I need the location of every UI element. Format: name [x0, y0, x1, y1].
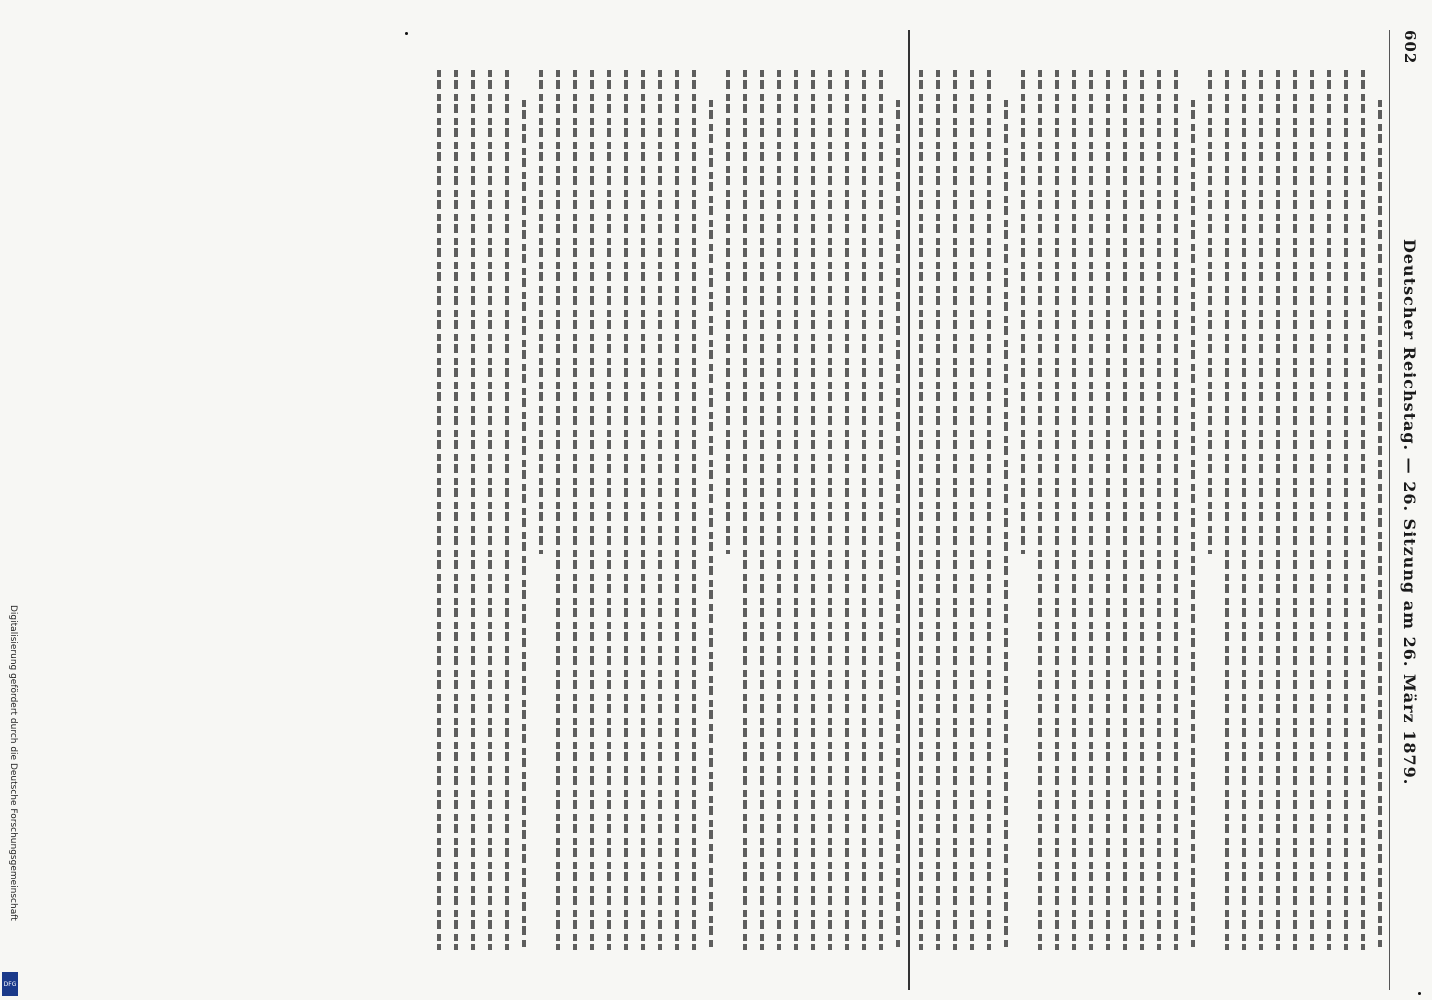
text-line: [1106, 70, 1110, 950]
text-line: [1157, 70, 1161, 950]
text-line: [505, 70, 509, 950]
text-line: [675, 70, 679, 950]
digitization-note: [4, 605, 22, 995]
page-number: 602: [1401, 30, 1419, 65]
dfg-logo: [2, 972, 18, 996]
text-line: [1089, 70, 1093, 950]
text-line: [811, 70, 815, 950]
text-line: [828, 70, 832, 950]
text-line: [845, 70, 849, 950]
text-line: [953, 70, 957, 950]
text-column-right: [430, 70, 900, 950]
text-line: [1072, 70, 1076, 950]
text-line: [488, 70, 492, 950]
text-line: [1191, 100, 1195, 950]
column-divider: [908, 30, 910, 990]
text-line: [919, 70, 923, 950]
text-line: [1225, 70, 1229, 950]
text-line: [1140, 70, 1144, 950]
text-line: [1259, 70, 1263, 950]
running-title: Deutscher Reichstag. — 26. Sitzung am 26. März 1879.: [1400, 239, 1420, 786]
text-line: [726, 70, 730, 554]
text-line: [987, 70, 991, 950]
text-line: [709, 100, 713, 950]
text-line: [743, 70, 747, 950]
text-line: [1378, 100, 1382, 950]
text-line: [1208, 70, 1212, 554]
text-line: [471, 70, 475, 950]
text-line: [794, 70, 798, 950]
text-column-left: [917, 70, 1382, 950]
text-line: [1361, 70, 1365, 950]
text-line: [624, 70, 628, 950]
rotated-page: [100, 30, 1430, 990]
text-line: [641, 70, 645, 950]
text-line: [1310, 70, 1314, 950]
text-line: [879, 70, 883, 950]
text-line: [454, 70, 458, 950]
text-line: [1174, 70, 1178, 950]
text-line: [573, 70, 577, 950]
text-line: [1327, 70, 1331, 950]
text-line: [1004, 100, 1008, 950]
text-line: [539, 70, 543, 554]
text-line: [1038, 70, 1042, 950]
digitization-note-text: Digitalisierung gefördert durch die Deutsche Forschungsgemeinschaft: [8, 605, 18, 921]
text-line: [936, 70, 940, 950]
text-line: [970, 70, 974, 950]
text-line: [862, 70, 866, 950]
text-line: [1123, 70, 1127, 950]
text-line: [1021, 70, 1025, 554]
text-line: [1055, 70, 1059, 950]
text-line: [692, 70, 696, 950]
text-line: [1242, 70, 1246, 950]
text-line: [658, 70, 662, 950]
text-line: [1276, 70, 1280, 950]
text-line: [522, 100, 526, 950]
text-line: [777, 70, 781, 950]
page-header: [1389, 30, 1430, 990]
text-line: [437, 70, 441, 950]
dfg-logo-label: DFG: [3, 980, 17, 988]
scan-speck: [1418, 992, 1421, 995]
text-line: [556, 70, 560, 950]
text-line: [760, 70, 764, 950]
text-line: [1293, 70, 1297, 950]
text-line: [590, 70, 594, 950]
text-line: [607, 70, 611, 950]
text-line: [1344, 70, 1348, 950]
text-line: [896, 100, 900, 950]
